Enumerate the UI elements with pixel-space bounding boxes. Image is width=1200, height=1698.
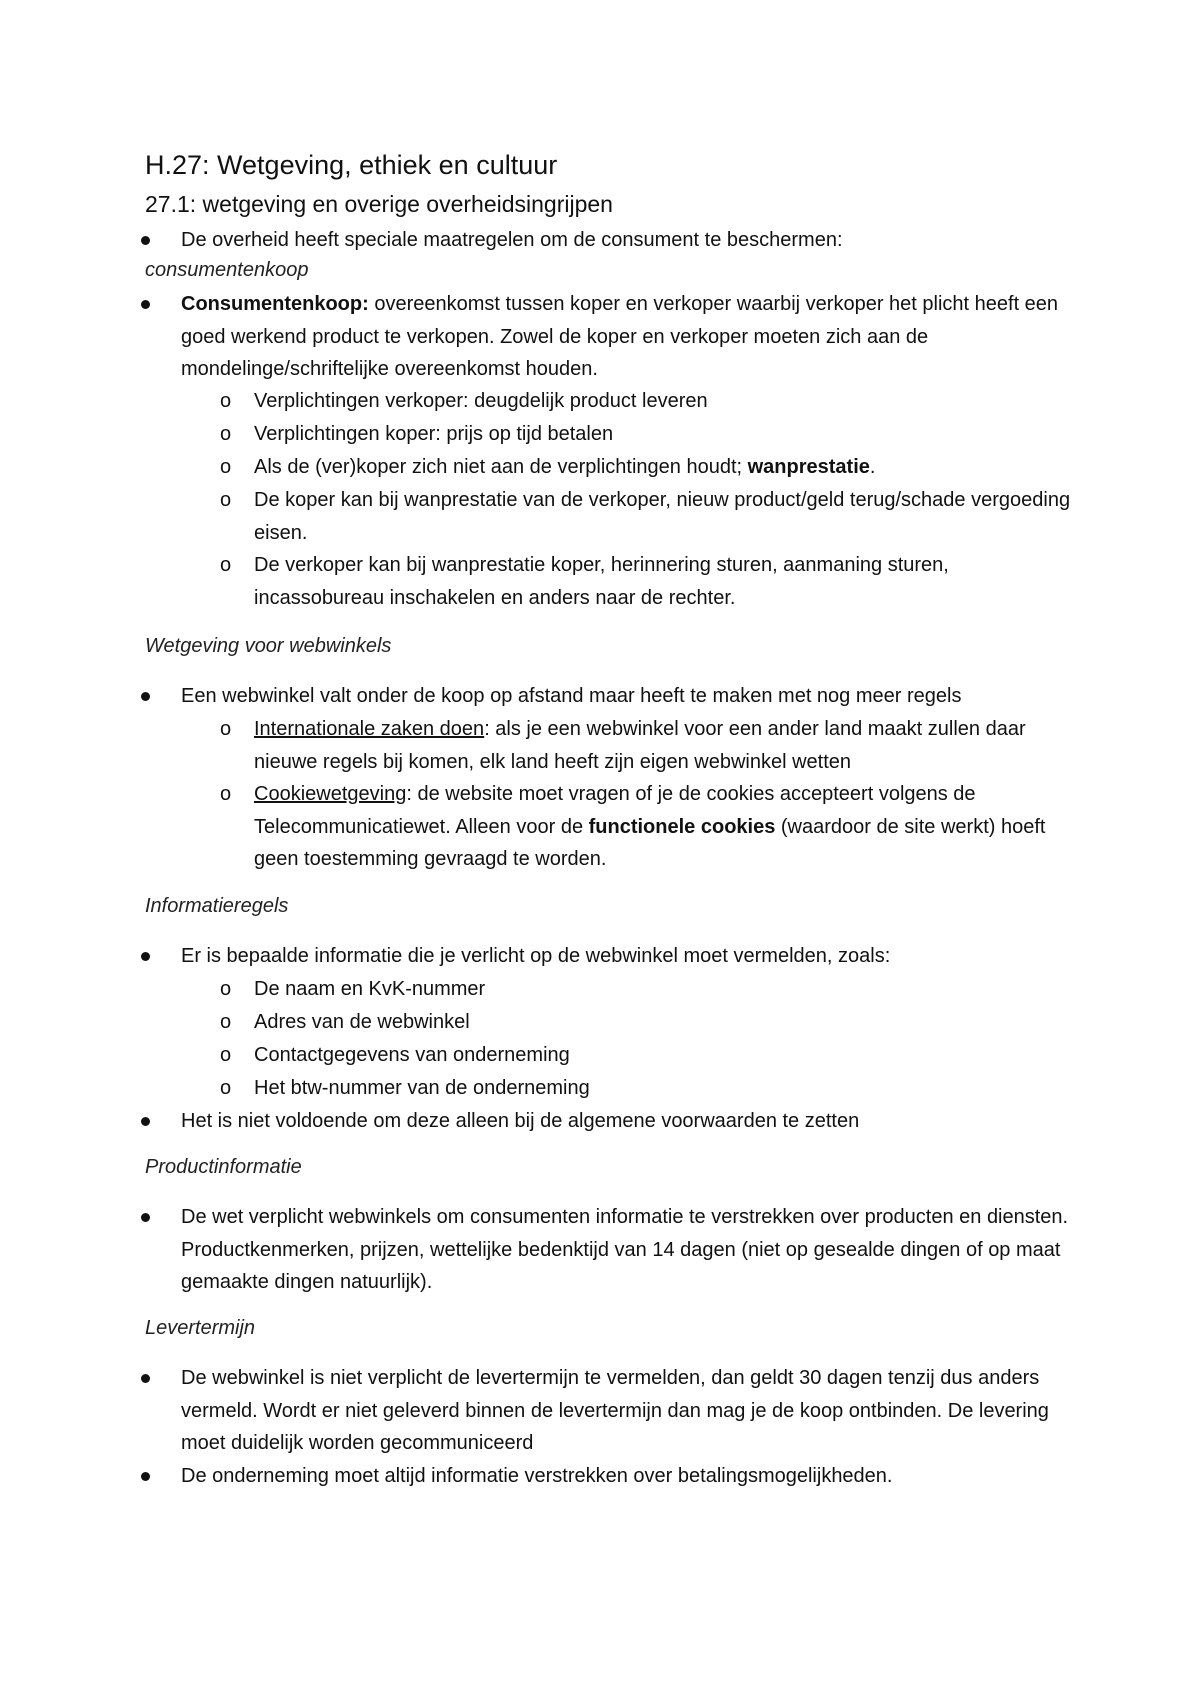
subheading-productinformatie: Productinformatie xyxy=(145,1156,302,1178)
sub-list-item-text: Het btw-nummer van de onderneming xyxy=(254,1077,590,1099)
term-cookiewetgeving: Cookiewetgeving xyxy=(254,783,407,805)
sub-list-item-text: Contactgegevens van onderneming xyxy=(254,1044,570,1066)
circle-bullet-icon: o xyxy=(220,554,232,576)
page-title: H.27: Wetgeving, ethiek en cultuur xyxy=(145,150,558,180)
sub-list-item-text: De verkoper kan bij wanprestatie koper, herinnering sturen, aanmaning sturen, incassobureau inschakelen en anders naar de rechter. xyxy=(254,554,949,609)
bullet-icon xyxy=(141,692,150,701)
text-fragment: . xyxy=(869,456,876,478)
sub-list-item-text xyxy=(254,451,1084,484)
circle-bullet-icon: o xyxy=(220,1044,232,1066)
bullet-icon xyxy=(141,952,150,961)
sub-list-item-text: De naam en KvK-nummer xyxy=(254,978,486,1000)
text-fragment: Als de (ver)koper zich niet aan de verplichtingen houdt; xyxy=(254,456,748,478)
list-item-text: Er is bepaalde informatie die je verlicht op de webwinkel moet vermelden, zoals: xyxy=(181,945,891,967)
term-internationale-zaken: Internationale zaken doen xyxy=(254,718,485,740)
subheading-webwinkels: Wetgeving voor webwinkels xyxy=(145,635,392,657)
list-item-text: Het is niet voldoende om deze alleen bij de algemene voorwaarden te zetten xyxy=(181,1110,860,1132)
circle-bullet-icon: o xyxy=(220,423,232,445)
circle-bullet-icon: o xyxy=(220,783,232,805)
sub-list-item-text xyxy=(254,778,1084,876)
bullet-icon xyxy=(141,236,150,245)
list-item-text: Een webwinkel valt onder de koop op afstand maar heeft te maken met nog meer regels xyxy=(181,685,962,707)
list-item-text: De wet verplicht webwinkels om consumenten informatie te verstrekken over producten en diensten. Productkenmerken, prijzen, wettelijke bedenktijd van 14 dagen (niet op gesealde dingen of op maat gemaakte dingen natuurlijk). xyxy=(181,1206,1069,1294)
bullet-icon xyxy=(141,1472,150,1481)
section-heading: 27.1: wetgeving en overige overheidsingrijpen xyxy=(145,191,613,217)
term-functionele-cookies: functionele cookies xyxy=(588,815,776,838)
circle-bullet-icon: o xyxy=(220,1077,232,1099)
bullet-icon xyxy=(141,1213,150,1222)
circle-bullet-icon: o xyxy=(220,390,232,412)
circle-bullet-icon: o xyxy=(220,456,232,478)
sub-list-item-text: Verplichtingen verkoper: deugdelijk product leveren xyxy=(254,390,708,412)
definition-text: overeenkomst tussen koper en verkoper waarbij verkoper het plicht heeft een goed werkend product te verkopen. Zowel de koper en verkoper moeten zich aan de mondelinge/schriftelijke overeenkomst houden. xyxy=(181,293,1059,381)
circle-bullet-icon: o xyxy=(220,489,232,511)
subheading-levertermijn: Levertermijn xyxy=(145,1317,256,1339)
bullet-icon xyxy=(141,1117,150,1126)
list-item-text: De onderneming moet altijd informatie verstrekken over betalingsmogelijkheden. xyxy=(181,1465,893,1487)
subheading-consumentenkoop: consumentenkoop xyxy=(145,259,309,281)
term-consumentenkoop: Consumentenkoop: xyxy=(181,293,369,315)
text-fragment: (waardoor de site werkt) hoeft geen toestemming gevraagd te worden. xyxy=(254,815,1046,871)
circle-bullet-icon: o xyxy=(220,718,232,740)
sub-list-item-text: De koper kan bij wanprestatie van de verkoper, nieuw product/geld terug/schade vergoeding eisen. xyxy=(254,489,1071,544)
circle-bullet-icon: o xyxy=(220,978,232,1000)
subheading-informatieregels: Informatieregels xyxy=(145,895,289,917)
bullet-icon xyxy=(141,300,150,309)
text-fragment: : de website moet vragen of je de cookies accepteert volgens de Telecommunicatiewet. Alleen voor de xyxy=(254,783,976,838)
list-item-text xyxy=(181,288,1081,386)
list-item-text: De webwinkel is niet verplicht de levertermijn te vermelden, dan geldt 30 dagen tenzij dus anders vermeld. Wordt er niet geleverd binnen de levertermijn dan mag je de koop ontbinden. De levering moet duidelijk worden gecommuniceerd xyxy=(181,1367,1049,1455)
sub-list-item-text xyxy=(254,713,1084,778)
text-fragment: : als je een webwinkel voor een ander land maakt zullen daar nieuwe regels bij komen, elk land heeft zijn eigen webwinkel wetten xyxy=(254,718,1026,773)
sub-list-item-text: Verplichtingen koper: prijs op tijd betalen xyxy=(254,423,614,445)
sub-list-item-text: Adres van de webwinkel xyxy=(254,1011,470,1033)
list-item-text: De overheid heeft speciale maatregelen om de consument te beschermen: xyxy=(181,229,843,251)
circle-bullet-icon: o xyxy=(220,1011,232,1033)
bullet-icon xyxy=(141,1374,150,1383)
term-wanprestatie: wanprestatie xyxy=(747,456,870,478)
